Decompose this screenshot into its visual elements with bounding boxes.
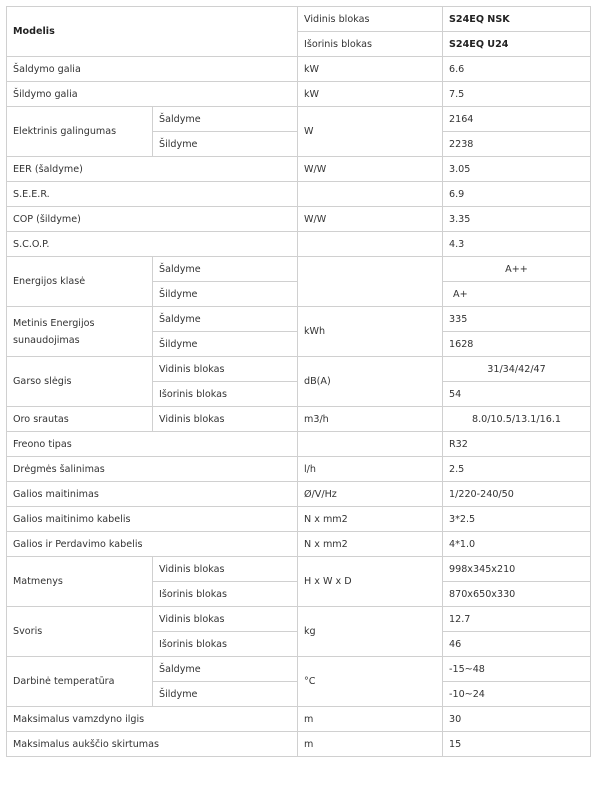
energy-class-heat-label: Šildyme [153,282,298,307]
air-flow-label: Oro srautas [7,407,153,432]
table-row [7,357,591,382]
table-row [7,182,591,207]
dimensions-unit: H x W x D [298,557,443,607]
refrigerant-value: R32 [443,432,591,457]
eer-label: EER (šaldyme) [7,157,298,182]
weight-indoor-label: Vidinis blokas [153,607,298,632]
model-indoor-value: S24EQ NSK [443,7,591,32]
weight-label: Svoris [7,607,153,657]
table-row [7,307,591,332]
table-row [7,457,591,482]
sound-pressure-outdoor-value: 54 [443,382,591,407]
table-row [7,407,591,432]
operating-temp-label: Darbinė temperatūra [7,657,153,707]
power-input-heat-label: Šildyme [153,132,298,157]
sound-pressure-outdoor-label: Išorinis blokas [153,382,298,407]
power-input-heat-value: 2238 [443,132,591,157]
dimensions-indoor-value: 998x345x210 [443,557,591,582]
table-row [7,432,591,457]
seer-unit [298,182,443,207]
power-cable-unit: N x mm2 [298,507,443,532]
table-row [7,482,591,507]
power-supply-label: Galios maitinimas [7,482,298,507]
seer-value: 6.9 [443,182,591,207]
heating-capacity-value: 7.5 [443,82,591,107]
power-input-cool-value: 2164 [443,107,591,132]
air-flow-value: 8.0/10.5/13.1/16.1 [443,407,591,432]
sound-pressure-label: Garso slėgis [7,357,153,407]
eer-value: 3.05 [443,157,591,182]
refrigerant-unit [298,432,443,457]
heating-capacity-label: Šildymo galia [7,82,298,107]
dehumidification-unit: l/h [298,457,443,482]
air-flow-unit: m3/h [298,407,443,432]
dehumidification-label: Drėgmės šalinimas [7,457,298,482]
energy-class-unit [298,257,443,307]
dimensions-outdoor-value: 870x650x330 [443,582,591,607]
power-cable-value: 3*2.5 [443,507,591,532]
specifications-table [6,6,591,757]
operating-temp-heat-value: -10~24 [443,682,591,707]
refrigerant-label: Freono tipas [7,432,298,457]
air-flow-sub-label: Vidinis blokas [153,407,298,432]
power-supply-unit: Ø/V/Hz [298,482,443,507]
cop-value: 3.35 [443,207,591,232]
table-row [7,707,591,732]
table-row [7,507,591,532]
energy-class-cool-value: A++ [443,257,591,282]
power-cable-label: Galios maitinimo kabelis [7,507,298,532]
cooling-capacity-label: Šaldymo galia [7,57,298,82]
dimensions-outdoor-label: Išorinis blokas [153,582,298,607]
energy-class-heat-value: A+ [443,282,591,307]
cop-unit: W/W [298,207,443,232]
table-row [7,657,591,682]
power-input-label: Elektrinis galingumas [7,107,153,157]
annual-consumption-cool-label: Šaldyme [153,307,298,332]
operating-temp-heat-label: Šildyme [153,682,298,707]
max-pipe-length-value: 30 [443,707,591,732]
scop-label: S.C.O.P. [7,232,298,257]
signal-cable-label: Galios ir Perdavimo kabelis [7,532,298,557]
signal-cable-value: 4*1.0 [443,532,591,557]
table-row [7,207,591,232]
table-row [7,57,591,82]
power-supply-value: 1/220-240/50 [443,482,591,507]
weight-outdoor-value: 46 [443,632,591,657]
cooling-capacity-value: 6.6 [443,57,591,82]
max-pipe-length-unit: m [298,707,443,732]
weight-outdoor-label: Išorinis blokas [153,632,298,657]
cooling-capacity-unit: kW [298,57,443,82]
power-input-cool-label: Šaldyme [153,107,298,132]
signal-cable-unit: N x mm2 [298,532,443,557]
table-row [7,532,591,557]
table-row [7,607,591,632]
max-pipe-length-label: Maksimalus vamzdyno ilgis [7,707,298,732]
annual-consumption-heat-label: Šildyme [153,332,298,357]
table-row [7,232,591,257]
model-outdoor-value: S24EQ U24 [443,32,591,57]
seer-label: S.E.E.R. [7,182,298,207]
scop-value: 4.3 [443,232,591,257]
operating-temp-cool-label: Šaldyme [153,657,298,682]
scop-unit [298,232,443,257]
table-row [7,732,591,757]
eer-unit: W/W [298,157,443,182]
max-height-diff-label: Maksimalus aukščio skirtumas [7,732,298,757]
table-row [7,257,591,282]
dimensions-indoor-label: Vidinis blokas [153,557,298,582]
max-height-diff-value: 15 [443,732,591,757]
table-row [7,557,591,582]
operating-temp-cool-value: -15~48 [443,657,591,682]
dehumidification-value: 2.5 [443,457,591,482]
annual-consumption-cool-value: 335 [443,307,591,332]
table-row [7,82,591,107]
cop-label: COP (šildyme) [7,207,298,232]
table-row [7,157,591,182]
table-row [7,107,591,132]
operating-temp-unit: °C [298,657,443,707]
annual-consumption-heat-value: 1628 [443,332,591,357]
energy-class-cool-label: Šaldyme [153,257,298,282]
model-indoor-label: Vidinis blokas [298,7,443,32]
heating-capacity-unit: kW [298,82,443,107]
sound-pressure-unit: dB(A) [298,357,443,407]
dimensions-label: Matmenys [7,557,153,607]
annual-consumption-unit: kWh [298,307,443,357]
max-height-diff-unit: m [298,732,443,757]
power-input-unit: W [298,107,443,157]
energy-class-label: Energijos klasė [7,257,153,307]
sound-pressure-indoor-label: Vidinis blokas [153,357,298,382]
model-outdoor-label: Išorinis blokas [298,32,443,57]
sound-pressure-indoor-value: 31/34/42/47 [443,357,591,382]
table-row [7,7,591,32]
model-label: Modelis [7,7,298,57]
weight-indoor-value: 12.7 [443,607,591,632]
annual-consumption-label: Metinis Energijos sunaudojimas [7,307,153,357]
weight-unit: kg [298,607,443,657]
